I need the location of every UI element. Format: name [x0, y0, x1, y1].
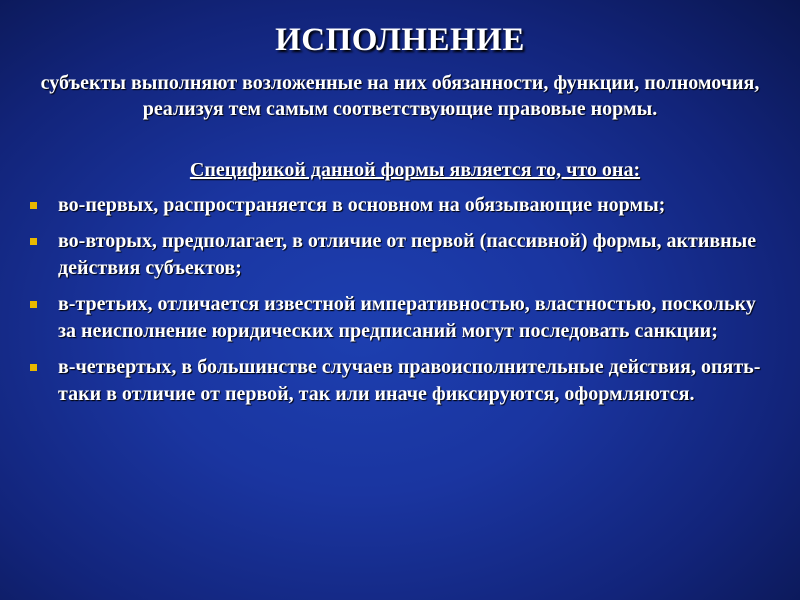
bullet-text: в-третьих, отличается известной императивностью, властностью, поскольку за неисполнение юридических предписаний могут последовать санкции; [58, 293, 756, 342]
slide-title: ИСПОЛНЕНИЕ [275, 22, 525, 58]
bullet-text: во-вторых, предполагает, в отличие от первой (пассивной) формы, активные действия субъектов; [58, 230, 757, 279]
square-bullet-icon [30, 301, 37, 308]
bullet-text: во-первых, распространяется в основном на обязывающие нормы; [58, 194, 666, 216]
bullet-item [0, 192, 800, 219]
subheading: Спецификой данной формы является то, что она: [189, 159, 641, 181]
square-bullet-icon [30, 364, 37, 371]
bullet-list [0, 192, 800, 417]
bullet-item [0, 228, 800, 282]
square-bullet-icon [30, 202, 37, 209]
bullet-text: в-четвертых, в большинстве случаев правоисполнительные действия, опять-таки в отличие от первой, так или иначе фиксируются, оформляются. [58, 356, 761, 405]
bullet-item [0, 291, 800, 345]
bullet-item [0, 354, 800, 408]
intro-text: субъекты выполняют возложенные на них обязанности, функции, полномочия, реализуя тем самым соответствующие правовые нормы. [40, 72, 760, 120]
square-bullet-icon [30, 238, 37, 245]
